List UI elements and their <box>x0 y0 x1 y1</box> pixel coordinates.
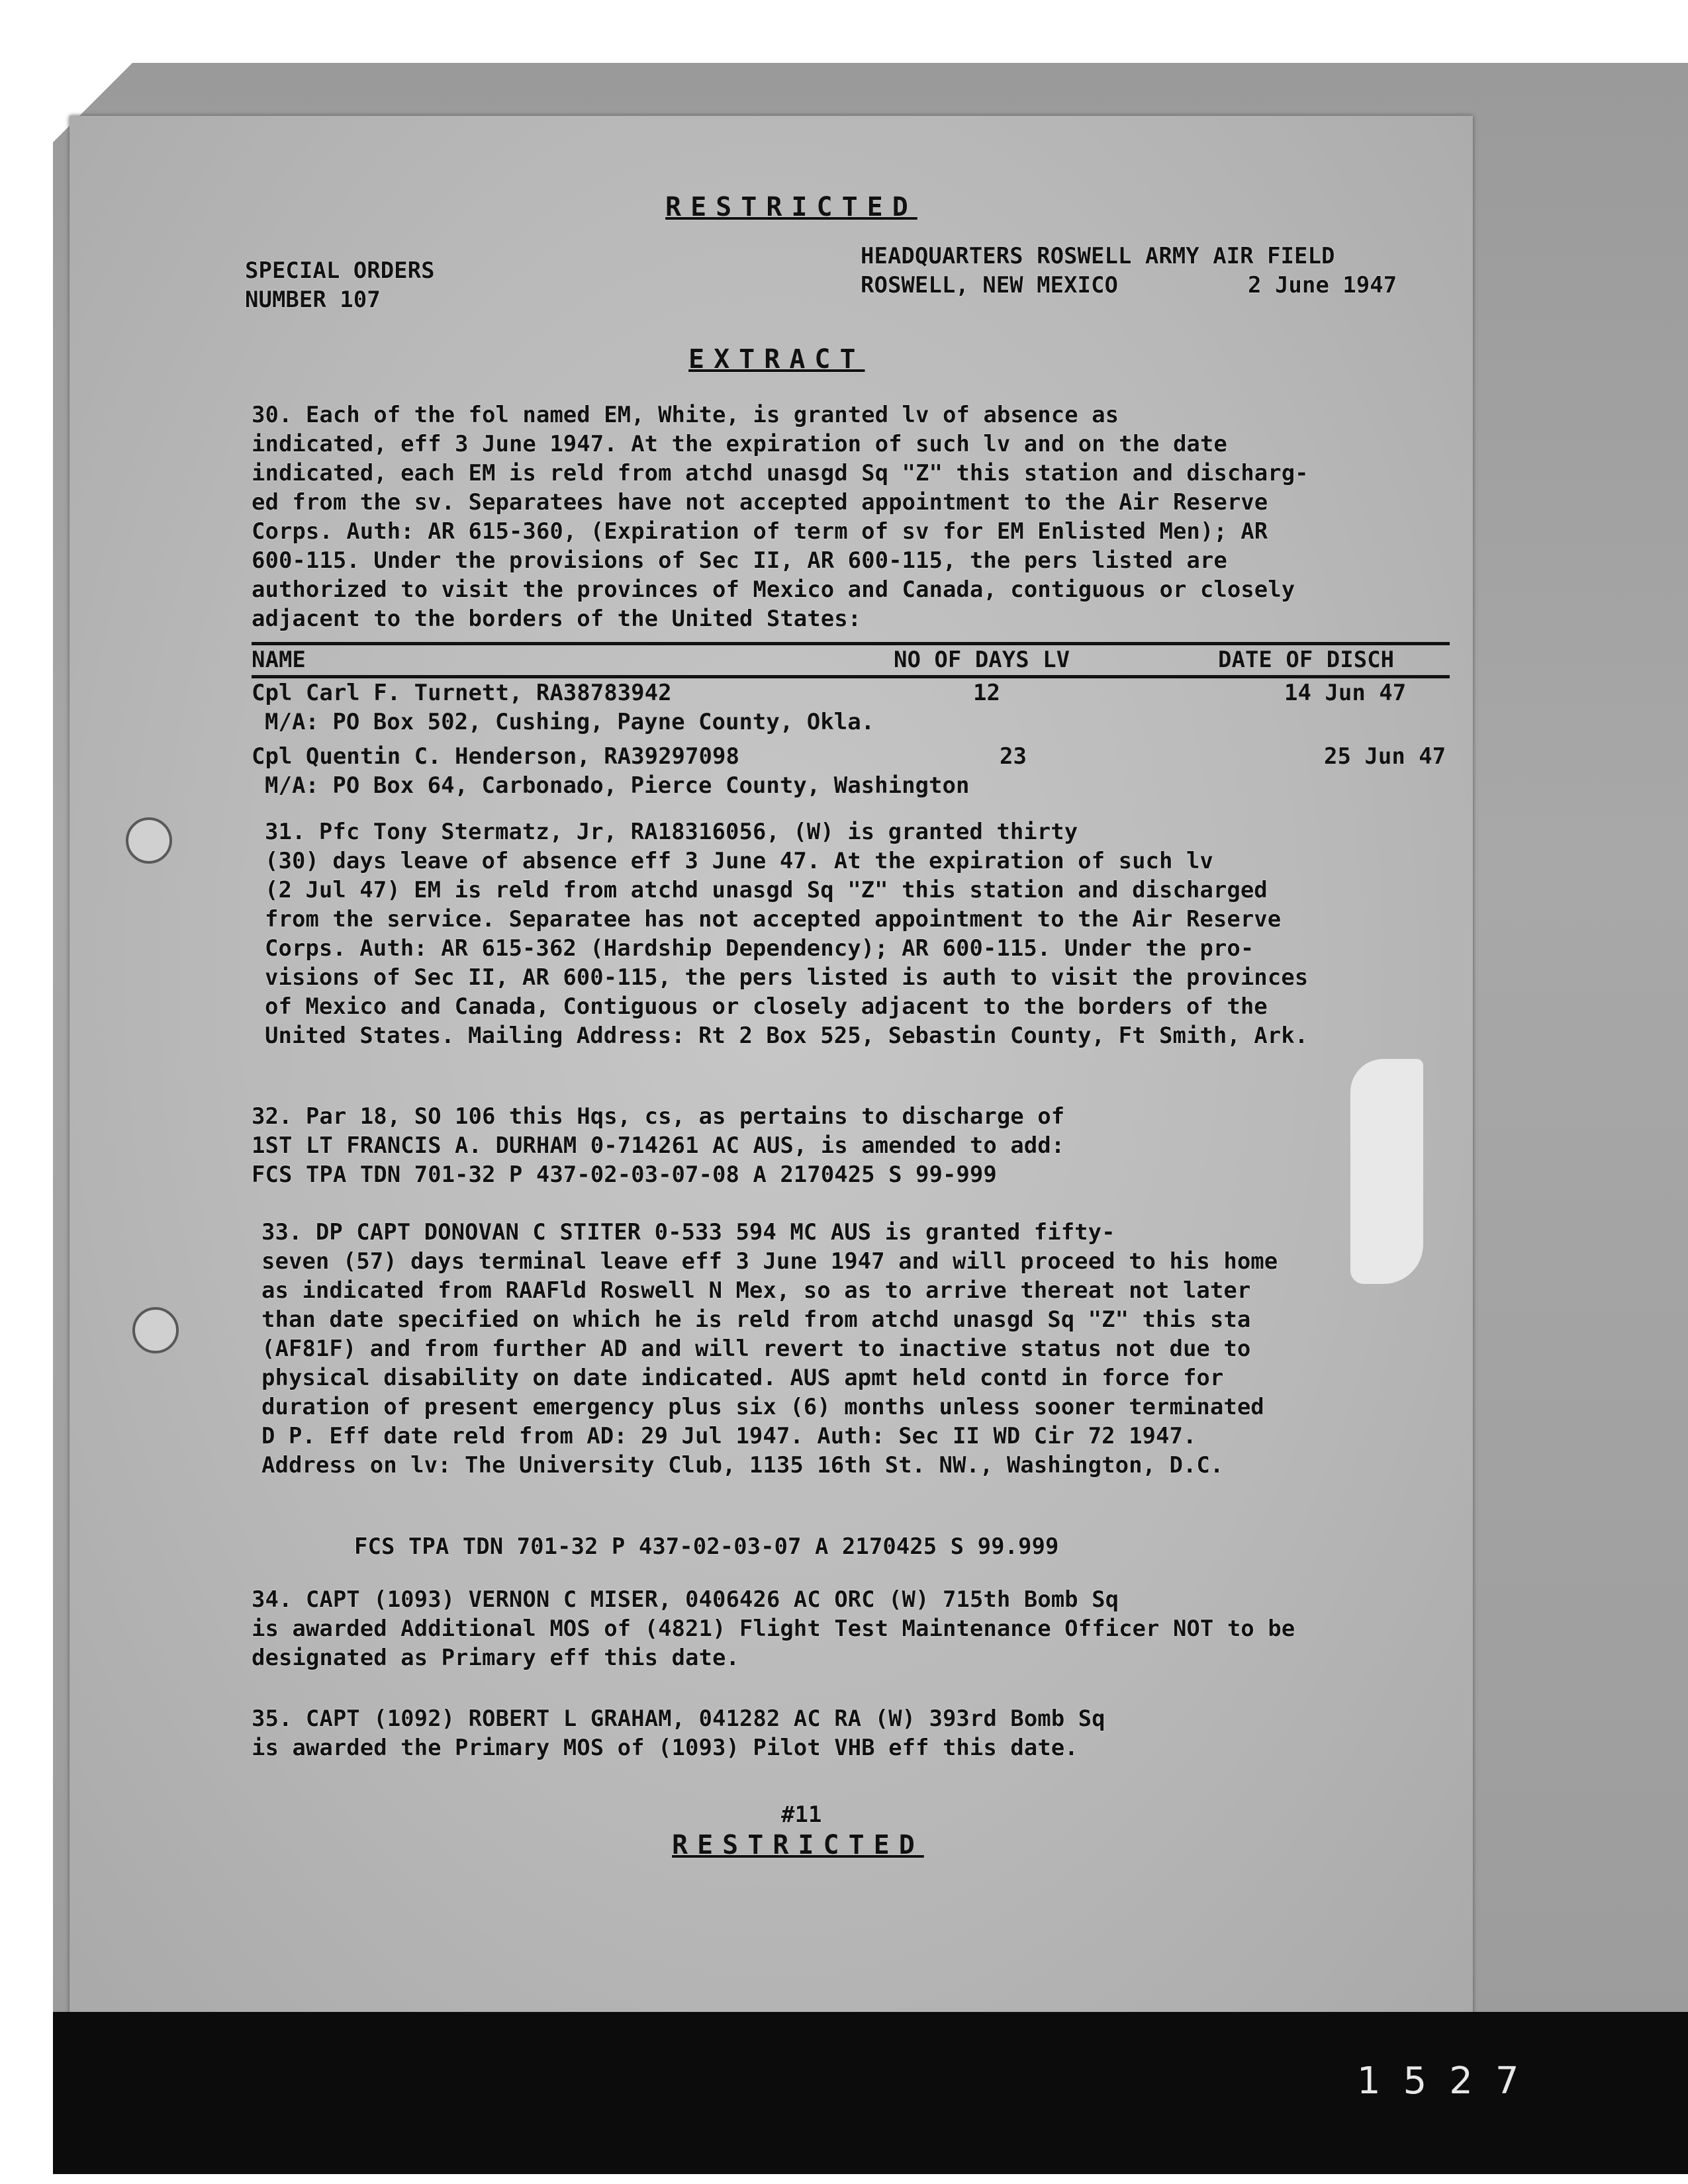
paragraph-32: 32. Par 18, SO 106 this Hqs, cs, as pertains to discharge of 1ST LT FRANCIS A. DURHAM 0-714261 AC AUS, is amended to add: FCS TPA TDN 701-32 P 437-02-03-07-08 A 2170425 S 99-999 <box>252 1103 1065 1188</box>
row-date: 14 Jun 47 <box>1284 680 1407 706</box>
paragraph-30: 30. Each of the fol named EM, White, is granted lv of absence as indicated, eff 3 June 1947. At the expiration of such lv and on the date indicated, each EM is reld from atchd unasgd Sq "Z" this station and discharg- ed from the sv. Separatees have not accepted appointment to the Air Reserve Corps. Auth: AR 615-360, (Expiration of term of sv for EM Enlisted Men); AR 600-115. Under the provisions of Sec II, AR 600-115, the pers listed are authorized to visit the provinces of Mexico and Canada, contiguous or closely adjacent to the borders of the United States: <box>252 402 1309 632</box>
paragraph-33-fcs: FCS TPA TDN 701-32 P 437-02-03-07 A 2170425 S 99.999 <box>354 1533 1059 1560</box>
table-row-address <box>252 707 1450 737</box>
sheet-number: 1527 <box>1357 2060 1542 2103</box>
row-address: M/A: PO Box 502, Cushing, Payne County, Okla. <box>265 709 875 735</box>
paragraph-34: 34. CAPT (1093) VERNON C MISER, 0406426 AC ORC (W) 715th Bomb Sq is awarded Additional MOS of (4821) Flight Test Maintenance Officer NOT to be designated as Primary eff this date. <box>252 1586 1295 1671</box>
discharge-table-body <box>252 678 1450 811</box>
table-row-address <box>252 771 1450 800</box>
edge-smudge <box>1350 1059 1423 1284</box>
document-page <box>70 116 1473 2022</box>
station-line-2: ROSWELL, NEW MEXICO <box>861 272 1118 298</box>
table-row <box>252 742 1450 771</box>
orders-number: NUMBER 107 <box>245 287 381 313</box>
row-days: 12 <box>973 680 1000 706</box>
page-code: #11 <box>781 1801 822 1828</box>
punch-hole <box>132 1307 179 1353</box>
header-name: NAME <box>252 647 306 673</box>
table-row <box>252 678 1450 707</box>
header-days: NO OF DAYS LV <box>894 647 1070 673</box>
classification-top: RESTRICTED <box>665 192 917 222</box>
row-name: Cpl Carl F. Turnett, RA38783942 <box>252 680 672 706</box>
orders-label: SPECIAL ORDERS <box>245 257 435 284</box>
paragraph-35: 35. CAPT (1092) ROBERT L GRAHAM, 041282 AC RA (W) 393rd Bomb Sq is awarded the Primary MOS of (1093) Pilot VHB eff this date. <box>252 1706 1105 1761</box>
header-date: DATE OF DISCH <box>1218 647 1395 673</box>
punch-hole <box>126 817 172 864</box>
classification-bottom: RESTRICTED <box>672 1830 924 1860</box>
paragraph-31: 31. Pfc Tony Stermatz, Jr, RA18316056, (W) is granted thirty (30) days leave of absence eff 3 June 47. At the expiration of such lv (2 Jul 47) EM is reld from atchd unasgd Sq "Z" this station and discharged from the service. Separatee has not accepted appointment to the Air Reserve Corps. Auth: AR 615-362 (Hardship Dependency); AR 600-115. Under the pro- visions of Sec II, AR 600-115, the pers listed is auth to visit the provinces of Mexico and Canada, Contiguous or closely adjacent to the borders of the United States. Mailing Address: Rt 2 Box 525, Sebastin County, Ft Smith, Ark. <box>265 819 1309 1049</box>
paragraph-33: 33. DP CAPT DONOVAN C STITER 0-533 594 MC AUS is granted fifty- seven (57) days terminal leave eff 3 June 1947 and will proceed to his home as indicated from RAAFld Roswell N Mex, so as to arrive thereat not later than date specified on which he is reld from atchd unasgd Sq "Z" this sta (AF81F) and from further AD and will revert to inactive status not due to physical disability on date indicated. AUS apmt held contd in force for duration of present emergency plus six (6) months unless sooner terminated D P. Eff date reld from AD: 29 Jul 1947. Auth: Sec II WD Cir 72 1947. Address on lv: The University Club, 1135 16th St. NW., Washington, D.C. <box>261 1219 1278 1479</box>
extract-title: EXTRACT <box>688 344 865 375</box>
row-address: M/A: PO Box 64, Carbonado, Pierce County, Washington <box>265 772 970 799</box>
orders-date: 2 June 1947 <box>1248 272 1397 298</box>
station-line-1: HEADQUARTERS ROSWELL ARMY AIR FIELD <box>861 243 1335 269</box>
row-name: Cpl Quentin C. Henderson, RA39297098 <box>252 743 739 770</box>
table-header-row <box>252 645 1450 674</box>
row-days: 23 <box>1000 743 1027 770</box>
row-date: 25 Jun 47 <box>1324 743 1446 770</box>
